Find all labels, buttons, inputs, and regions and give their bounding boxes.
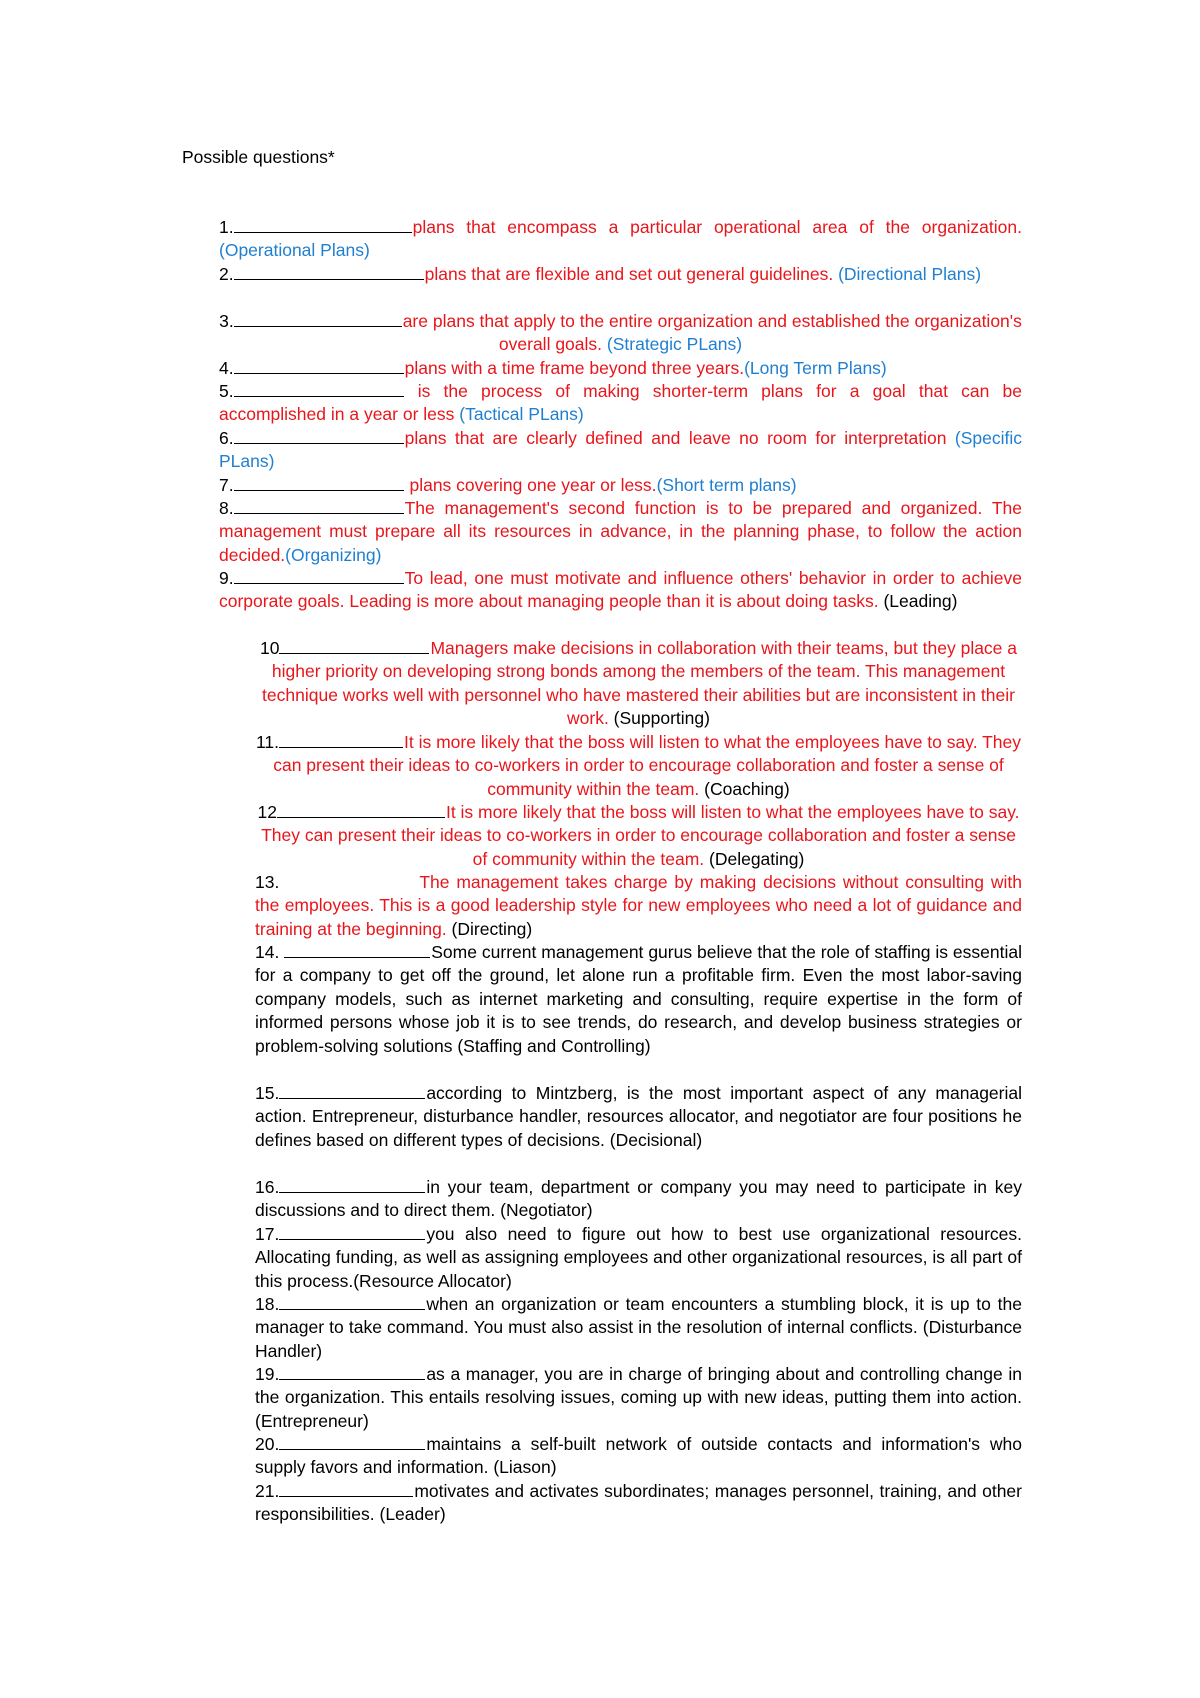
answer-blank [279, 1364, 425, 1380]
question-number: 13. [255, 872, 280, 892]
question-14 [255, 941, 1022, 1058]
question-text: plans with a time frame beyond three years. [404, 358, 745, 378]
answer-blank [234, 311, 402, 327]
answer-blank [279, 1224, 425, 1240]
question-1 [219, 216, 1022, 263]
answer-label: (Operational Plans) [219, 240, 370, 261]
question-number: 1. [219, 217, 234, 237]
question-15 [255, 1082, 1022, 1152]
question-text: when an organization or team encounters a stumbling block, it is up to the manager to take command. You must also assist in the resolution of internal conflicts. (Disturbance Handler) [255, 1294, 1022, 1361]
question-number: 18. [255, 1294, 280, 1314]
answer-blank [234, 264, 424, 280]
question-number: 3. [219, 311, 234, 331]
answer-label: (Specific PLans) [219, 428, 1022, 472]
answer-label: (Strategic PLans) [606, 334, 743, 355]
question-number: 6. [219, 428, 234, 448]
answer-label: (Directing) [446, 918, 533, 939]
question-text: Some current management gurus believe that the role of staffing is essential for a company to get off the ground, let alone run a profitable firm. Even the most labor-saving company models, such as internet marketing and consulting, require expertise in the form of informed persons whose job it is to see trends, do research, and develop business strategies or problem-solving solutions (Staffing and Controlling) [255, 942, 1022, 1056]
question-number: 16. [255, 1177, 280, 1197]
answer-blank [234, 475, 404, 491]
question-number: 15. [255, 1083, 280, 1103]
question-number: 4. [219, 358, 234, 378]
question-number: 7. [219, 475, 234, 495]
answer-label: (Tactical PLans) [459, 404, 584, 425]
question-number: 2. [219, 264, 234, 284]
question-17 [255, 1223, 1022, 1293]
answer-blank [279, 1177, 425, 1193]
answer-blank [234, 217, 412, 233]
question-text: plans covering one year or less. [404, 475, 657, 495]
question-text: motivates and activates subordinates; manages personnel, training, and other responsibilities. (Leader) [255, 1481, 1022, 1525]
question-18 [255, 1293, 1022, 1363]
answer-blank [279, 1434, 425, 1450]
question-number: 14. [255, 942, 285, 962]
answer-blank [234, 568, 404, 584]
question-number: 11. [255, 732, 279, 752]
question-text: in your team, department or company you may need to participate in key discussions and to direct them. (Negotiator) [255, 1177, 1022, 1221]
question-5 [219, 380, 1022, 427]
question-19 [255, 1363, 1022, 1433]
answer-label: (Delegating) [704, 848, 805, 869]
question-number: 8. [219, 498, 234, 518]
answer-blank [277, 802, 445, 818]
answer-blank [279, 1481, 413, 1497]
question-11 [255, 731, 1022, 801]
question-text: is the process of making shorter-term plans for a goal that can be accomplished in a year or less [219, 381, 1022, 425]
answer-label: (Leading) [883, 591, 958, 612]
question-21 [255, 1480, 1022, 1527]
question-text: plans that encompass a particular operational area of the organization. [412, 217, 1022, 237]
question-number: 12 [257, 802, 277, 822]
question-text: It is more likely that the boss will listen to what the employees have to say. They can present their ideas to co-workers in order to encourage collaboration and foster a sense of community within the team. [273, 732, 1022, 799]
question-10 [255, 637, 1022, 731]
answer-label: (Long Term Plans) [744, 358, 887, 378]
answer-blank [279, 1294, 425, 1310]
question-text: are plans that apply to the entire organization and established the organization's overall goals. [402, 311, 1022, 355]
answer-label: (Directional Plans) [838, 264, 982, 284]
question-4 [219, 357, 1022, 380]
question-text: according to Mintzberg, is the most important aspect of any managerial action. Entrepreneur, disturbance handler, resources allocator, and negotiator are four positions he defines based on different types of decisions. (Decisional) [255, 1083, 1022, 1150]
question-text: as a manager, you are in charge of bringing about and controlling change in the organization. This entails resolving issues, coming up with new ideas, putting them into action. (Entrepreneur) [255, 1364, 1022, 1431]
question-text: Managers make decisions in collaboration with their teams, but they place a higher priority on developing strong bonds among the members of the team. This management technique works well with personnel who have mastered their abilities but are inconsistent in their work. [262, 638, 1018, 729]
answer-label: (Organizing) [285, 544, 382, 565]
question-text: The management takes charge by making decisions without consulting with the employees. This is a good leadership style for new employees who need a lot of guidance and training at the beginning. [255, 872, 1022, 939]
question-2 [219, 263, 1022, 286]
question-number: 19. [255, 1364, 280, 1384]
answer-blank [279, 732, 403, 748]
question-number: 9. [219, 568, 234, 588]
question-7 [219, 474, 1022, 497]
question-number: 20. [255, 1434, 280, 1454]
question-text: maintains a self-built network of outside contacts and information's who supply favors and information. (Liason) [255, 1434, 1022, 1478]
question-9 [219, 567, 1022, 614]
question-text: To lead, one must motivate and influence others' behavior in order to achieve corporate goals. Leading is more about managing people than it is about doing tasks. [219, 568, 1022, 612]
question-number: 5. [219, 381, 234, 401]
question-text: plans that are flexible and set out general guidelines. [424, 264, 839, 284]
question-12 [255, 801, 1022, 871]
answer-blank [234, 358, 404, 374]
answer-blank [234, 381, 404, 397]
answer-blank [234, 498, 404, 514]
question-text: plans that are clearly defined and leave no room for interpretation [404, 428, 955, 448]
question-16 [255, 1176, 1022, 1223]
answer-blank [234, 428, 404, 444]
question-13 [255, 871, 1022, 941]
question-20 [255, 1433, 1022, 1480]
answer-label: (Coaching) [699, 778, 790, 799]
question-text: you also need to figure out how to best use organizational resources. Allocating funding, as well as assigning employees and other organizational resources, is all part of this process.(Resource Allocator) [255, 1224, 1022, 1291]
question-8 [219, 497, 1022, 567]
answer-blank [279, 1083, 425, 1099]
answer-label: (Supporting) [608, 708, 710, 729]
question-number: 17. [255, 1224, 280, 1244]
answer-blank [279, 638, 429, 654]
question-number: 21. [255, 1481, 280, 1501]
answer-label: (Short term plans) [656, 475, 797, 495]
question-3 [219, 310, 1022, 357]
page-heading: Possible questions* [182, 147, 335, 167]
question-text: It is more likely that the boss will listen to what the employees have to say. They can present their ideas to co-workers in order to encourage collaboration and foster a sense of community within the team. [261, 802, 1020, 869]
answer-blank [284, 942, 430, 958]
question-number: 10 [259, 638, 280, 658]
question-text: The management's second function is to be prepared and organized. The management must prepare all its resources in advance, in the planning phase, to follow the action decided. [219, 498, 1022, 565]
question-6 [219, 427, 1022, 474]
